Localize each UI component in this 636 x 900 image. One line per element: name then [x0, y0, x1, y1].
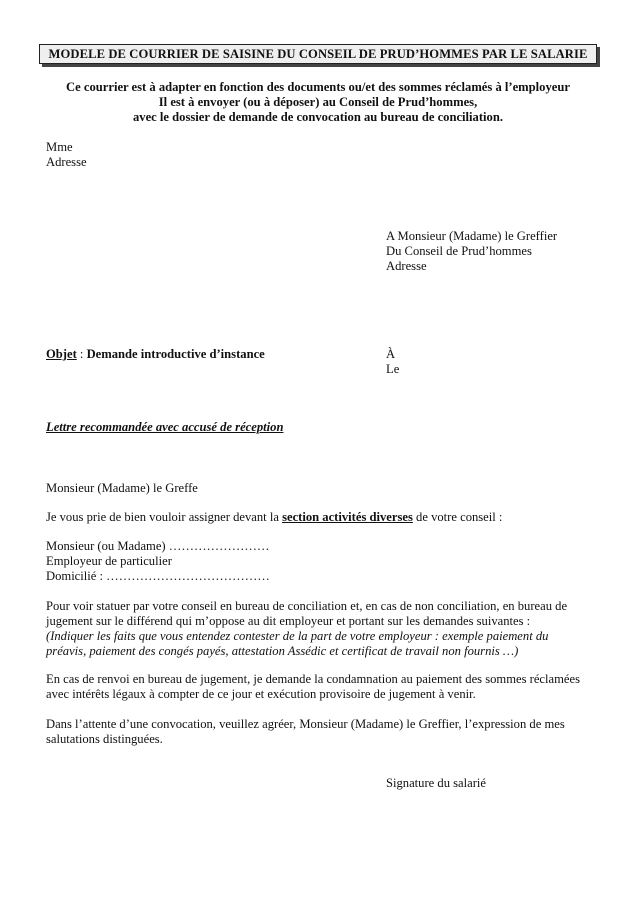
defendant-name: Monsieur (ou Madame) …………………… — [46, 539, 270, 553]
request-before: Je vous prie de bien vouloir assigner devant la — [46, 510, 283, 524]
request-line — [46, 510, 594, 525]
sender-address: Adresse — [46, 155, 87, 169]
recipient-address: Adresse — [386, 259, 427, 273]
object-line — [46, 347, 594, 362]
statuer-line-1: Pour voir statuer par votre conseil en bureau de conciliation et, en cas de non conciliation, en bureau de — [46, 599, 568, 613]
statuer-instruction-2: préavis, paiement des congés payés, attestation Assédic et certificat de travail non fournis …) — [46, 644, 519, 658]
intro-line-1: Ce courrier est à adapter en fonction des documents ou/et des sommes réclamés à l’employeur — [66, 80, 570, 94]
intro-line-3: avec le dossier de demande de convocation au bureau de conciliation. — [132, 110, 503, 124]
recipient-line-2: Du Conseil de Prud’hommes — [386, 244, 532, 258]
recipient-line-1: A Monsieur (Madame) le Greffier — [386, 229, 558, 243]
date-field: Le — [386, 362, 400, 376]
document-title-text: MODELE DE COURRIER DE SAISINE DU CONSEIL DE PRUD’HOMMES PAR LE SALARIE — [48, 46, 588, 61]
intro-line-2: Il est à envoyer (ou à déposer) au Conseil de Prud’hommes, — [158, 95, 478, 109]
attente-line-2: salutations distinguées. — [46, 732, 163, 746]
signature-label: Signature du salarié — [386, 776, 487, 790]
defendant-domicile: Domicilié : ………………………………… — [46, 569, 270, 583]
document-title — [39, 44, 597, 64]
renvoi-line-2: avec intérêts légaux à compter de ce jour et exécution provisoire de jugement à venir. — [46, 687, 476, 701]
statuer-line-2: jugement sur le différend qui m’oppose au dit employeur et portant sur les demandes suivantes : — [46, 614, 531, 628]
place-field: À — [386, 347, 396, 361]
defendant-role: Employeur de particulier — [46, 554, 172, 568]
object-label: Objet — [46, 347, 77, 361]
renvoi-line-1: En cas de renvoi en bureau de jugement, je demande la condamnation au paiement des sommes réclamées — [46, 672, 580, 686]
statuer-instruction-1: (Indiquer les faits que vous entendez contester de la part de votre employeur : exemple paiement du — [46, 629, 549, 643]
object-separator: : — [76, 347, 87, 361]
object-text: Demande introductive d’instance — [86, 347, 265, 361]
request-after: de votre conseil : — [412, 510, 503, 524]
registered-mail-notice: Lettre recommandée avec accusé de réception — [46, 420, 284, 434]
request-section: section activités diverses — [282, 510, 413, 524]
sender-civility: Mme — [46, 140, 73, 154]
attente-line-1: Dans l’attente d’une convocation, veuillez agréer, Monsieur (Madame) le Greffier, l’expression de mes — [46, 717, 565, 731]
salutation: Monsieur (Madame) le Greffe — [46, 481, 198, 495]
